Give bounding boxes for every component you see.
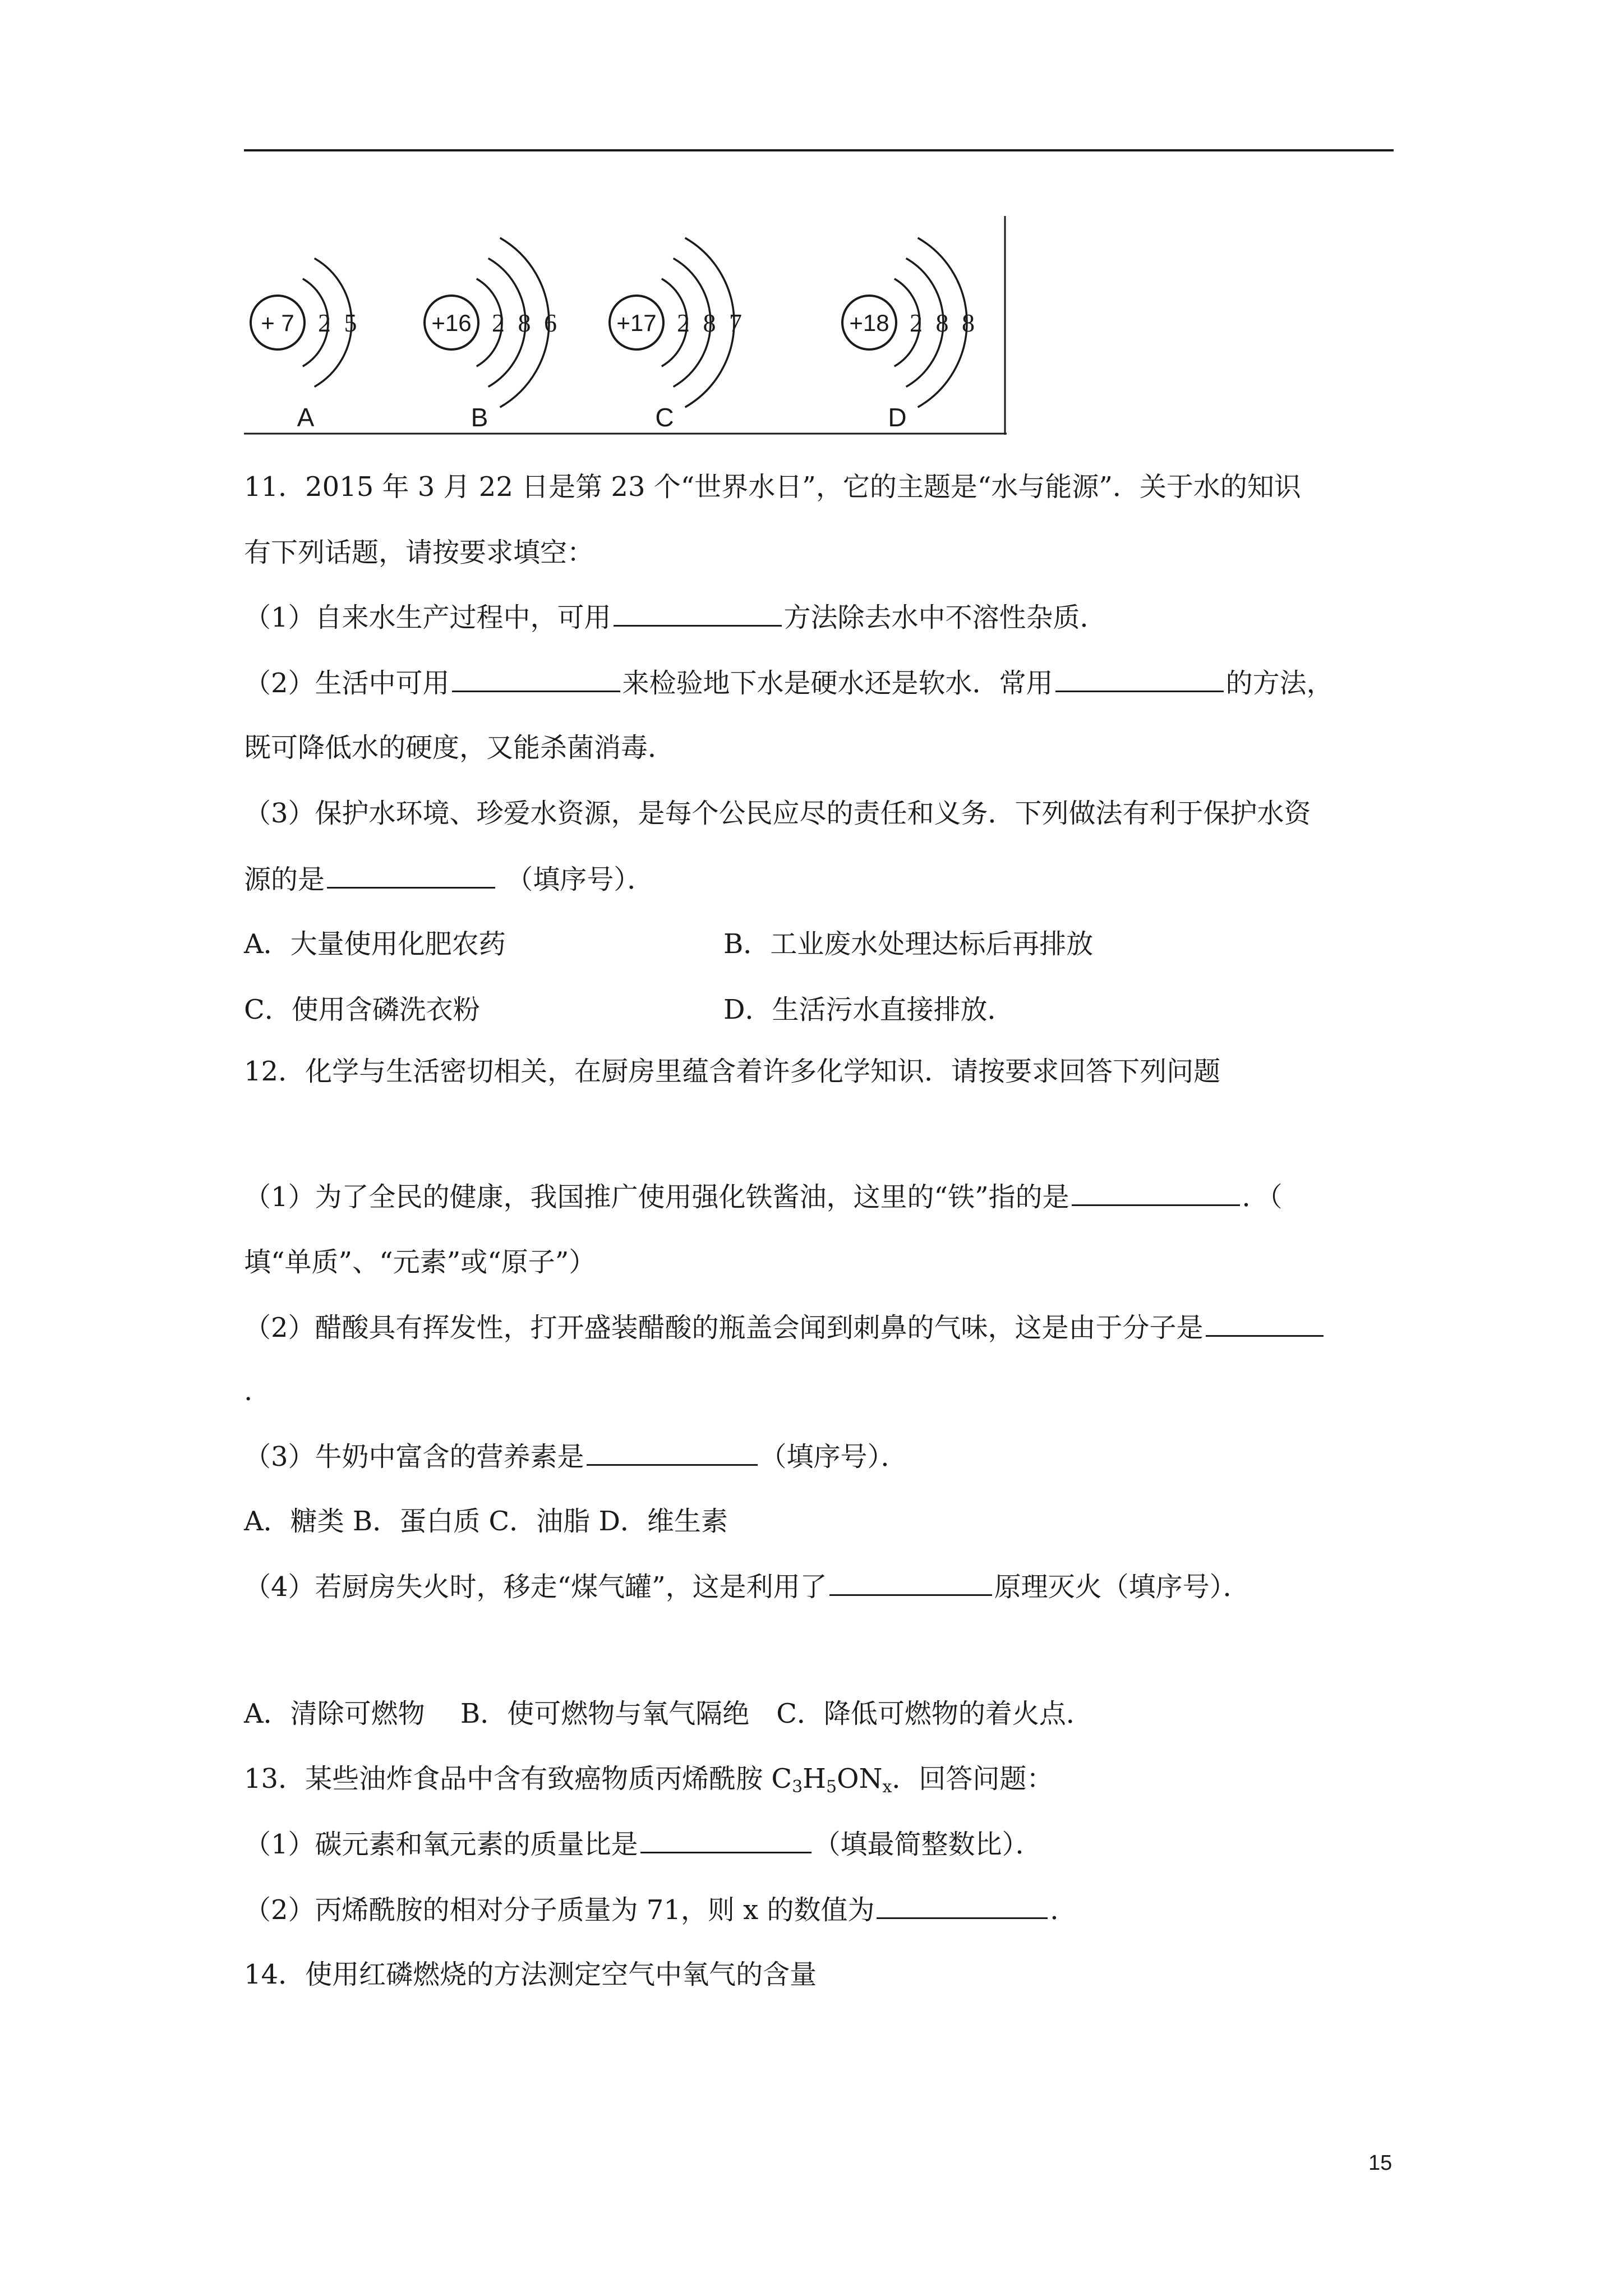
atom-label: A <box>297 403 315 432</box>
q13-part2 <box>244 1893 1077 1927</box>
electron-counts: 2 5 <box>318 309 361 337</box>
atom-diagram-C <box>610 238 745 432</box>
q12-part3-text-a: （3）牛奶中富含的营养素是 <box>244 1441 584 1473</box>
atom-diagram-D <box>842 238 978 432</box>
q12-part4-options: A．清除可燃物 B．使可燃物与氧气隔绝 C．降低可燃物的着火点． <box>244 1698 1093 1729</box>
q11-part3-text-b: 源的是 <box>244 864 325 895</box>
atom-diagram-A <box>251 259 361 432</box>
nucleus-charge: +17 <box>616 310 657 336</box>
atom-label: D <box>888 403 907 432</box>
formula-sub-c: 3 <box>792 1777 803 1797</box>
q11-part1-text-b: 方法除去水中不溶性杂质． <box>783 602 1107 633</box>
q12-blank-2[interactable] <box>1206 1310 1324 1337</box>
q14-stem: 14．使用红磷燃烧的方法测定空气中氧气的含量 <box>244 1959 817 1990</box>
q12-blank-3[interactable] <box>587 1439 758 1466</box>
q11-part2-line2: 既可降低水的硬度，又能杀菌消毒． <box>244 732 675 763</box>
q12-part1-line2: 填“单质”、“元素”或“原子”） <box>244 1246 596 1278</box>
header-rule <box>244 149 1394 151</box>
electron-counts: 2 8 8 <box>910 309 978 337</box>
electron-counts: 2 8 7 <box>677 309 745 337</box>
nucleus-charge: +18 <box>849 310 889 336</box>
formula-sub-h: 5 <box>826 1777 837 1797</box>
electron-counts: 2 8 6 <box>492 309 560 337</box>
atomic-structure-figure <box>244 216 1007 438</box>
q11-part1 <box>244 600 1107 634</box>
q13-blank-2[interactable] <box>877 1893 1048 1919</box>
q12-part4-text-a: （4）若厨房失火时，移走“煤气罐”，这是利用了 <box>244 1571 827 1603</box>
atom-label: B <box>471 403 488 432</box>
q12-part1-line1 <box>244 1180 1283 1214</box>
q13-blank-1[interactable] <box>640 1827 811 1853</box>
q11-option-b: B．工业废水处理达标后再排放 <box>723 928 1094 960</box>
q12-blank-4[interactable] <box>829 1570 992 1596</box>
q12-part3-options: A．糖类 B．蛋白质 C．油脂 D．维生素 <box>244 1506 728 1537</box>
page-number: 15 <box>1368 2151 1393 2175</box>
formula-h: H <box>803 1763 827 1795</box>
q13-stem-text: 13．某些油炸食品中含有致癌物质丙烯酰胺 C <box>244 1763 792 1795</box>
q11-option-c: C．使用含磷洗衣粉 <box>244 994 480 1025</box>
q11-part3-line1: （3）保护水环境、珍爱水资源，是每个公民应尽的责任和义务．下列做法有利于保护水资 <box>244 798 1311 829</box>
q12-part2-line2: . <box>244 1375 253 1407</box>
q13-part2-text-b: ． <box>1050 1894 1077 1926</box>
q11-part2 <box>244 666 1334 700</box>
q11-blank-4[interactable] <box>327 862 495 889</box>
q13-part1 <box>244 1827 1043 1861</box>
nucleus-charge: +16 <box>431 310 472 336</box>
q13-part1-text-a: （1）碳元素和氧元素的质量比是 <box>244 1829 638 1860</box>
q11-blank-1[interactable] <box>614 600 782 627</box>
formula-on: ON <box>837 1763 883 1795</box>
q13-stem-tail: ．回答问题： <box>892 1763 1054 1795</box>
q12-part3-text-b: （填序号）． <box>759 1441 908 1473</box>
formula-sub-n: x <box>882 1777 892 1797</box>
q11-part3-text-c: （填序号）． <box>506 864 654 895</box>
atom-diagram-B <box>425 238 560 432</box>
q13-part2-text-a: （2）丙烯酰胺的相对分子质量为 71，则 x 的数值为 <box>244 1894 875 1926</box>
q11-part2-text-a: （2）生活中可用 <box>244 668 450 699</box>
q12-part1-text-a: （1）为了全民的健康，我国推广使用强化铁酱油，这里的“铁”指的是 <box>244 1181 1069 1213</box>
q11-part2-text-c: 的方法， <box>1225 668 1334 699</box>
q11-option-d: D．生活污水直接排放． <box>723 994 1015 1025</box>
q12-part4-text-b: 原理灭火（填序号）． <box>994 1571 1250 1603</box>
q12-stem: 12．化学与生活密切相关，在厨房里蕴含着许多化学知识．请按要求回答下列问题 <box>244 1056 1221 1087</box>
q11-option-a: A．大量使用化肥农药 <box>244 928 506 960</box>
q11-part3-line2 <box>244 862 654 896</box>
q11-part2-text-b: 来检验地下水是硬水还是软水．常用 <box>622 668 1053 699</box>
q11-blank-2[interactable] <box>452 666 620 692</box>
q12-part2-line1 <box>244 1310 1326 1345</box>
nucleus-charge: + 7 <box>261 310 294 336</box>
atom-label: C <box>655 403 674 432</box>
q11-blank-3[interactable] <box>1055 666 1224 692</box>
q13-stem <box>244 1762 1053 1804</box>
q12-part3 <box>244 1439 908 1474</box>
q12-part1-text-b: ．（ <box>1242 1181 1283 1213</box>
q12-blank-1[interactable] <box>1072 1180 1240 1206</box>
q12-part4 <box>244 1570 1250 1604</box>
q11-stem-line2: 有下列话题，请按要求填空： <box>244 537 594 568</box>
q11-part1-text-a: （1）自来水生产过程中，可用 <box>244 602 611 633</box>
q13-part1-text-b: （填最简整数比）． <box>813 1829 1043 1860</box>
q11-stem-line1: 11．2015 年 3 月 22 日是第 23 个“世界水日”，它的主题是“水与能源”．关于水的知识 <box>244 471 1301 503</box>
q12-part2-text-a: （2）醋酸具有挥发性，打开盛装醋酸的瓶盖会闻到刺鼻的气味，这是由于分子是 <box>244 1312 1204 1343</box>
